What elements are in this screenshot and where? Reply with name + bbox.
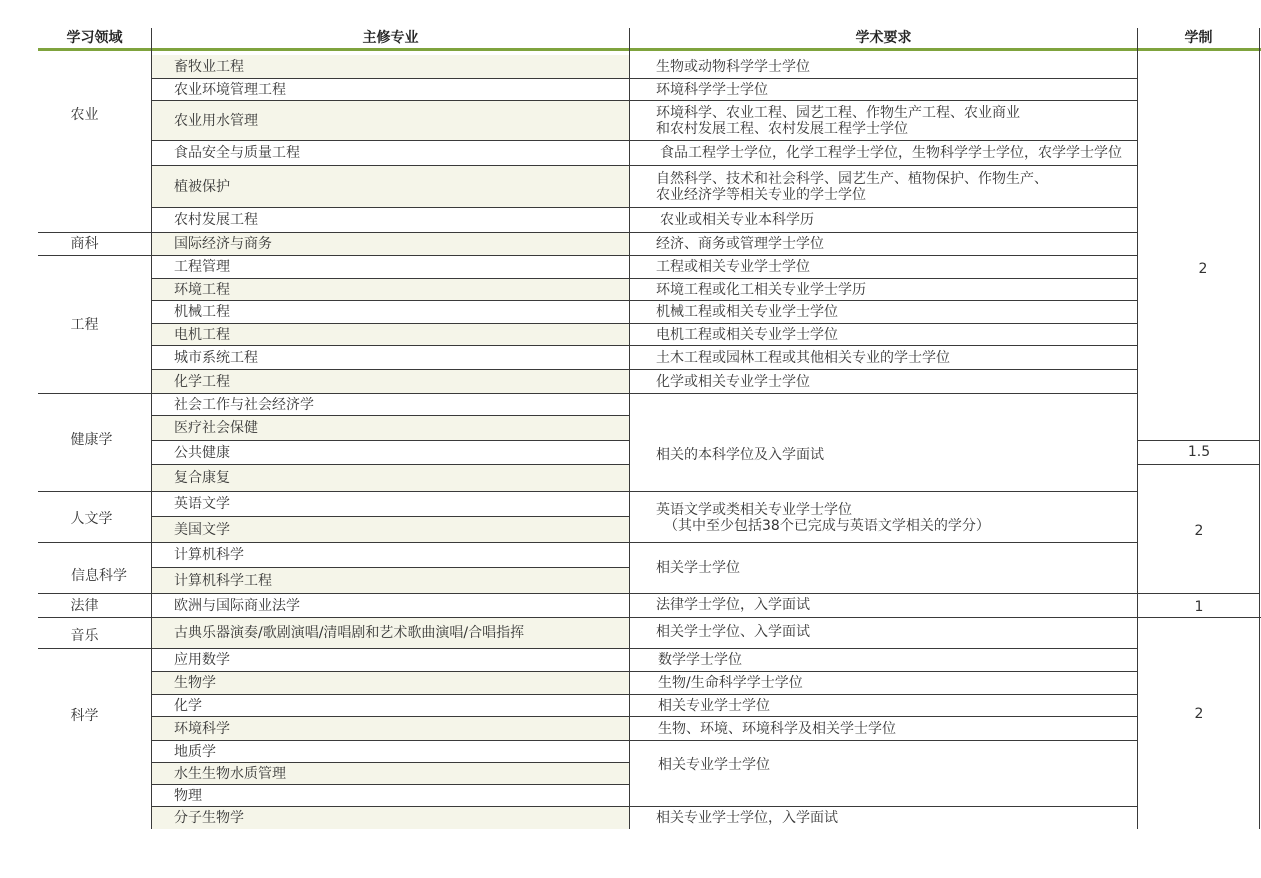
grid-line [629,694,1137,695]
major-cell: 应用数学 [174,652,230,668]
grid-line [151,716,629,717]
duration-cell: 2 [1194,706,1204,722]
major-cell: 城市系统工程 [174,349,258,366]
grid-line [1137,440,1259,441]
grid-line [151,415,629,416]
grid-line [629,207,1137,208]
requirement-cell: 环境科学、农业工程、园艺工程、作物生产工程、农业商业 和农村发展工程、农村发展工程学士学位 [656,104,1020,137]
requirement-cell: 相关学士学位 [656,560,740,576]
grid-line [629,278,1137,279]
grid-line [1137,593,1259,594]
header-rule [38,48,1261,51]
requirement-cell: 相关专业学士学位 [658,697,770,714]
grid-line [151,671,629,672]
grid-line [629,369,1137,370]
duration-cell: 1.5 [1187,444,1211,460]
major-cell: 社会工作与社会经济学 [174,396,314,413]
major-cell: 美国文学 [152,517,629,542]
requirement-cell: 环境工程或化工相关专业学士学历 [656,281,866,298]
header-requirement: 学术要求 [855,30,912,46]
grid-line [38,255,151,256]
grid-line [151,542,629,543]
grid-line [629,593,1137,594]
grid-line [151,491,629,492]
grid-line [151,28,152,829]
grid-line [151,464,629,465]
major-cell: 农业环境管理工程 [174,81,286,98]
header-major: 主修专业 [362,30,419,46]
grid-line [629,78,1137,79]
grid-line [38,232,151,233]
grid-line [151,278,629,279]
requirement-cell: 相关学士学位、入学面试 [656,624,810,640]
major-cell: 分子生物学 [152,807,629,829]
grid-line [151,762,629,763]
area-cell: 科学 [70,708,99,724]
area-cell: 信息科学 [71,568,127,584]
grid-line [151,100,629,101]
grid-line [151,393,629,394]
grid-line [151,784,629,785]
grid-line [629,648,1137,649]
requirement-cell: 农业或相关专业本科学历 [660,212,814,228]
requirement-cell: 生物或动物科学学士学位 [656,58,810,75]
grid-line [38,491,151,492]
area-cell: 农业 [70,107,99,123]
major-cell: 英语文学 [174,496,230,512]
requirement-cell: 相关专业学士学位，入学面试 [656,810,838,826]
grid-line [38,542,151,543]
grid-line [629,232,1137,233]
requirement-cell: 机械工程或相关专业学士学位 [656,304,838,320]
grid-line [629,345,1137,346]
major-cell: 复合康复 [152,465,629,491]
grid-line [629,491,1137,492]
major-cell: 环境工程 [152,279,629,300]
requirement-cell: 工程或相关专业学士学位 [656,259,810,275]
grid-line [629,100,1137,101]
major-cell: 水生生物水质管理 [152,763,629,784]
grid-line [151,648,629,649]
area-cell: 商科 [70,236,99,252]
major-cell: 植被保护 [152,166,629,207]
major-cell: 古典乐器演奏/歌剧演唱/清唱剧和艺术歌曲演唱/合唱指挥 [152,618,629,648]
duration-cell: 2 [1194,523,1204,539]
grid-line [151,567,629,568]
major-cell: 化学工程 [152,370,629,393]
requirement-cell: 经济、商务或管理学士学位 [656,236,824,252]
grid-line [629,300,1137,301]
major-cell: 食品安全与质量工程 [174,145,300,161]
grid-line [151,593,629,594]
requirement-cell: 相关的本科学位及入学面试 [656,447,824,463]
grid-line [151,516,629,517]
requirement-cell: 化学或相关专业学士学位 [656,373,810,390]
grid-line [1137,464,1259,465]
requirement-cell: 生物、环境、环境科学及相关学士学位 [658,720,896,737]
requirement-cell: 自然科学、技术和社会科学、园艺生产、植物保护、作物生产、 农业经济学等相关专业的学士学位 [656,170,1048,203]
grid-line [629,740,1137,741]
grid-line [151,740,629,741]
major-cell: 计算机科学 [174,547,244,563]
grid-line [151,694,629,695]
requirement-cell: 相关专业学士学位 [658,757,770,773]
major-cell: 公共健康 [174,444,230,461]
grid-line [151,806,629,807]
grid-line [629,165,1137,166]
requirement-cell: 电机工程或相关专业学士学位 [656,326,838,343]
area-cell: 健康学 [70,432,113,448]
grid-line [629,806,1137,807]
major-cell: 物理 [174,787,202,804]
grid-line [629,28,630,829]
grid-line [151,345,629,346]
grid-line [151,440,629,441]
major-cell: 农村发展工程 [174,212,258,228]
grid-line [629,255,1137,256]
grid-line [38,593,151,594]
grid-line [1137,28,1138,829]
grid-line [629,542,1137,543]
grid-line [151,617,629,618]
grid-line [38,617,151,618]
header-area: 学习领域 [66,30,123,46]
grid-line [151,255,629,256]
grid-line [151,323,629,324]
grid-line [151,207,629,208]
major-cell: 计算机科学工程 [152,568,629,593]
grid-line [629,617,1137,618]
grid-line [629,393,1137,394]
requirement-cell: 土木工程或园林工程或其他相关专业的学士学位 [656,349,950,366]
grid-line [1137,617,1261,618]
grid-line [38,393,151,394]
grid-line [151,78,629,79]
grid-line [629,671,1137,672]
major-cell: 畜牧业工程 [152,55,629,78]
area-cell: 法律 [70,598,99,614]
grid-line [151,232,629,233]
area-cell: 人文学 [70,511,113,527]
duration-cell: 2 [1198,261,1208,277]
grid-line [151,165,629,166]
major-cell: 地质学 [174,743,216,760]
major-cell: 农业用水管理 [152,101,629,140]
requirement-cell: 数学学士学位 [658,652,742,668]
requirement-cell: 生物/生命科学学士学位 [658,675,803,691]
grid-line [1259,28,1260,829]
area-cell: 工程 [70,317,99,333]
grid-line [151,300,629,301]
major-cell: 机械工程 [174,304,230,320]
grid-line [629,140,1137,141]
grid-line [151,369,629,370]
grid-line [629,716,1137,717]
grid-line [629,323,1137,324]
header-duration: 学制 [1184,30,1213,46]
grid-line [38,648,151,649]
major-cell: 医疗社会保健 [152,416,629,440]
major-cell: 生物学 [152,672,629,694]
major-cell: 环境科学 [152,717,629,740]
duration-cell: 1 [1194,599,1204,615]
area-cell: 音乐 [70,628,99,644]
requirement-cell: 食品工程学士学位，化学工程学士学位，生物科学学士学位，农学学士学位 [660,145,1122,161]
grid-line [151,140,629,141]
major-cell: 欧洲与国际商业法学 [174,597,300,614]
major-cell: 工程管理 [174,259,230,275]
requirement-cell: 环境科学学士学位 [656,81,768,98]
major-cell: 电机工程 [152,324,629,345]
major-cell: 化学 [174,697,202,714]
major-cell: 国际经济与商务 [152,233,629,255]
requirement-cell: 英语文学或类相关专业学士学位 （其中至少包括38个已完成与英语文学相关的学分） [656,502,990,534]
requirement-cell: 法律学士学位，入学面试 [656,597,810,613]
